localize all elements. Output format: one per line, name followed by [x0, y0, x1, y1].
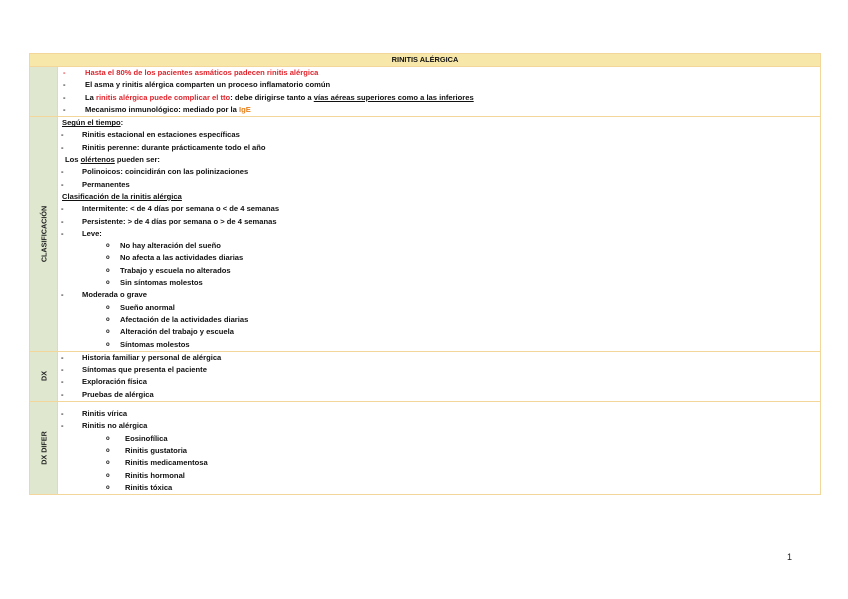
circle-marker: o [106, 341, 110, 348]
list-item [58, 142, 820, 154]
leve-item-3: Trabajo y escuela no alterados [120, 265, 231, 275]
leve-item-2: No afecta a las actividades diarias [120, 253, 244, 263]
dx-label: DX [39, 371, 48, 382]
olertenos-a: Los [65, 155, 81, 165]
dash-marker: - [61, 142, 64, 152]
moderada-item-1: Sueño anormal [120, 302, 175, 312]
circle-marker: o [106, 280, 110, 287]
intro-line-3a: La [85, 92, 96, 102]
moderada-text: Moderada o grave [82, 290, 147, 300]
sub-list-item [58, 314, 820, 326]
moderada-item-4: Síntomas molestos [120, 339, 190, 349]
intro-line-4a: Mecanismo inmunológico: mediado por la [85, 104, 239, 114]
clasificacion-row [30, 117, 821, 352]
dash-marker: - [63, 92, 66, 102]
sub-list-item [58, 302, 820, 314]
clasificacion-side [30, 117, 58, 352]
sub-list-item [58, 457, 820, 469]
circle-marker: o [106, 447, 110, 454]
sub-list-item [58, 482, 820, 494]
list-item [58, 364, 820, 376]
circle-marker: o [106, 267, 110, 274]
list-item [58, 420, 820, 432]
olertenos-c: pueden ser: [114, 155, 160, 165]
intro-row [30, 67, 821, 117]
list-item [58, 228, 820, 240]
list-item [58, 289, 820, 301]
dxdifer-sub-1: Eosinofílica [125, 433, 168, 443]
sub-list-item [58, 277, 820, 289]
dash-marker: - [61, 352, 64, 362]
sub-list-item [58, 326, 820, 338]
dash-marker: - [63, 80, 66, 90]
list-item [58, 408, 820, 420]
sub-list-item [58, 240, 820, 252]
section-heading [58, 191, 820, 203]
circle-marker: o [106, 329, 110, 336]
list-item [58, 389, 820, 401]
sub-list-item [58, 445, 820, 457]
sub-list-item [58, 252, 820, 264]
circle-marker: o [106, 243, 110, 250]
list-item [58, 67, 820, 79]
list-item [58, 203, 820, 215]
olertenos-line [58, 154, 820, 166]
list-item [58, 352, 820, 364]
permanentes-text: Permanentes [82, 179, 130, 189]
clasificacion-label: CLASIFICACIÓN [39, 205, 48, 263]
intro-content [58, 67, 821, 117]
moderada-item-3: Alteración del trabajo y escuela [120, 327, 234, 337]
circle-marker: o [106, 472, 110, 479]
dx-content [58, 351, 821, 401]
tiempo-heading: Según el tiempo [62, 118, 121, 128]
dxdifer-sub-5: Rinitis tóxica [125, 482, 173, 492]
polinoicos-text: Polinoicos: coincidirán con las polinizaciones [82, 167, 249, 177]
sub-list-item [58, 339, 820, 351]
dxdifer-content [58, 402, 821, 495]
list-item [58, 79, 820, 91]
dx-item-2: Síntomas que presenta el paciente [82, 365, 207, 375]
dash-marker: - [61, 216, 64, 226]
dash-marker: - [61, 365, 64, 375]
intro-line-2: El asma y rinitis alérgica comparten un proceso inflamatorio común [85, 80, 331, 90]
sub-list-item [58, 265, 820, 277]
circle-marker: o [106, 316, 110, 323]
list-item [58, 216, 820, 228]
dash-marker: - [61, 290, 64, 300]
leve-text: Leve: [82, 228, 102, 238]
intro-line-3c: : debe dirigirse tanto a [230, 92, 314, 102]
dash-marker: - [61, 389, 64, 399]
dash-marker: - [61, 204, 64, 214]
dash-marker: - [63, 68, 66, 77]
tiempo-colon: : [120, 118, 124, 128]
persistente-text: Persistente: > de 4 días por semana o > de 4 semanas [82, 216, 277, 226]
intro-line-3b: rinitis alérgica puede complicar el tto [95, 92, 231, 102]
circle-marker: o [106, 460, 110, 467]
section-heading [58, 117, 820, 129]
list-item [58, 129, 820, 141]
dxdifer-sub-2: Rinitis gustatoria [125, 445, 188, 455]
dxdifer-row [30, 402, 821, 495]
list-item [58, 376, 820, 388]
list-item [58, 166, 820, 178]
intro-line-3d: vías aéreas superiores como a las inferiores [313, 92, 474, 102]
leve-item-1: No hay alteración del sueño [120, 241, 221, 251]
circle-marker: o [106, 255, 110, 262]
dash-marker: - [61, 130, 64, 140]
dx-item-1: Historia familiar y personal de alérgica [82, 352, 222, 362]
dx-item-3: Exploración física [82, 377, 147, 387]
dash-marker: - [61, 421, 64, 431]
dash-marker: - [61, 179, 64, 189]
clasif-heading: Clasificación de la rinitis alérgica [62, 191, 182, 201]
dash-marker: - [61, 228, 64, 238]
dash-marker: - [61, 409, 64, 419]
leve-item-4: Sin síntomas molestos [120, 278, 203, 288]
rinitis-table [29, 53, 821, 495]
dxdifer-sub-4: Rinitis hormonal [125, 470, 185, 480]
dash-marker: - [61, 167, 64, 177]
estacional-text: Rinitis estacional en estaciones específicas [82, 130, 240, 140]
dx-side [30, 351, 58, 401]
circle-marker: o [106, 435, 110, 442]
page-number: 1 [787, 552, 793, 562]
intermitente-text: Intermitente: < de 4 días por semana o < de 4 semanas [82, 204, 280, 214]
dx-item-4: Pruebas de alérgica [82, 389, 154, 399]
no-alergica-text: Rinitis no alérgica [82, 421, 148, 431]
clasificacion-content [58, 117, 821, 352]
intro-line-4b: IgE [239, 104, 251, 114]
dx-row [30, 351, 821, 401]
olertenos-b: olértenos [80, 155, 115, 165]
circle-marker: o [106, 304, 110, 311]
dxdifer-side [30, 402, 58, 495]
list-item [58, 179, 820, 191]
table-title: RINITIS ALÉRGICA [30, 54, 821, 67]
sub-list-item [58, 470, 820, 482]
dash-marker: - [61, 377, 64, 387]
perenne-text: Rinitis perenne: durante prácticamente todo el año [82, 142, 266, 152]
circle-marker: o [106, 484, 110, 491]
intro-line-1: Hasta el 80% de los pacientes asmáticos padecen rinitis alérgica [85, 68, 319, 77]
virica-text: Rinitis vírica [82, 409, 128, 419]
dxdifer-sub-3: Rinitis medicamentosa [125, 458, 208, 468]
dxdifer-label: DX DIFER [39, 431, 48, 465]
moderada-item-2: Afectación de la actividades diarias [120, 314, 249, 324]
sub-list-item [58, 433, 820, 445]
intro-side [30, 67, 58, 117]
dash-marker: - [63, 104, 66, 114]
list-item [58, 104, 820, 116]
list-item [58, 92, 820, 104]
